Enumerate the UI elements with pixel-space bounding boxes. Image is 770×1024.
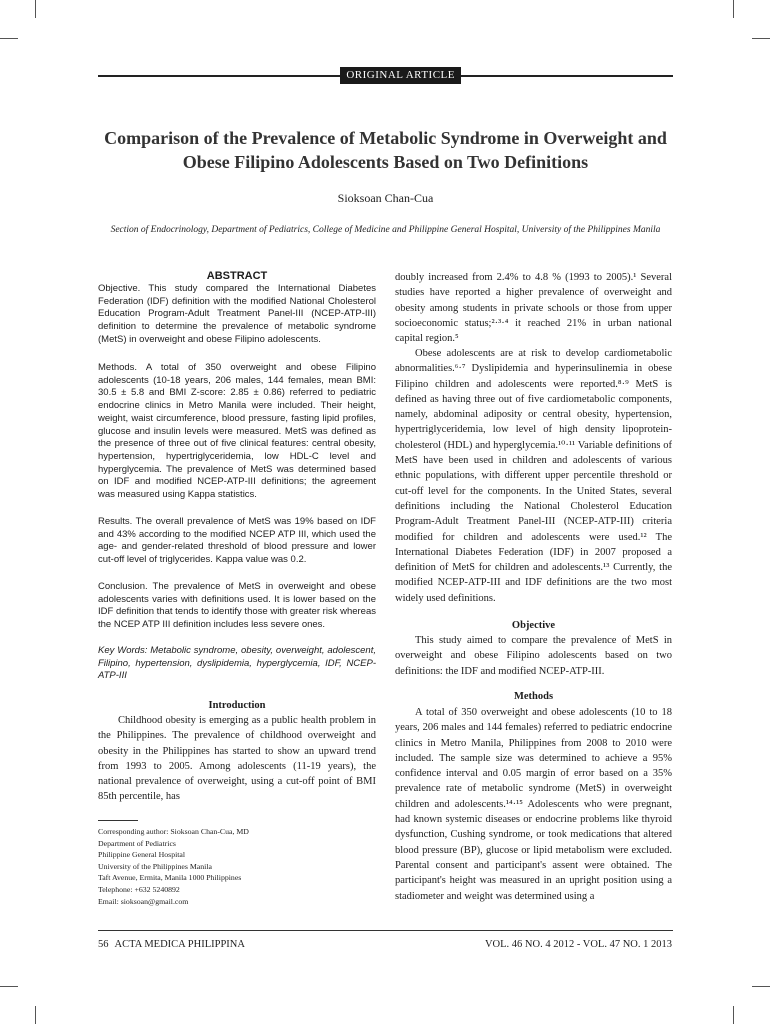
crop-mark-bottom-left: [35, 1006, 36, 1024]
objective-heading: Objective: [511, 620, 556, 631]
author-affiliation: Section of Endocrinology, Department of Pediatrics, College of Medicine and Philippine General Hospital, University of the Philippines Manila: [110, 225, 661, 235]
section-banner: [98, 66, 673, 84]
footnote-rule: [98, 820, 138, 821]
introduction-paragraph: Childhood obesity is emerging as a public health problem in the Philippines. The prevalence of childhood overweight and obesity in the Philippines has started to show an upward trend from 1993 to 2005. Among adolescents (11-19 years), the national prevalence of overweight, using a cut-off point of BMI 85th percentile, has: [98, 715, 376, 803]
crop-mark-left-lower: [0, 986, 18, 987]
section-label: ORIGINAL ARTICLE: [340, 67, 461, 84]
methods-heading: Methods: [513, 691, 554, 702]
author-name: Sioksoan Chan-Cua: [337, 191, 434, 205]
introduction-heading: Introduction: [208, 700, 266, 711]
correspondence-line: University of the Philippines Manila: [98, 861, 212, 871]
abstract-methods: Methods. A total of 350 overweight and obese Filipino adolescents (10-18 years, 206 males, 144 females, mean BMI: 30.5 ± 5.8 and BMI Z-score: 2.85 ± 0.86) referred to pediatric endocrine clinics in Metro Manila were included. Their height, weight, waist circumference, blood pressure, fasting lipid profiles, glucose and insulin levels were measured. MetS was defined as the presence of three out of five clinical features: central obesity, hypertension, hypertriglyceridemia, low HDL-C level and hyperglycemia. The prevalence of MetS was determined based on IDF and modified NCEP-ATP-III definitions; the agreement was measured using Kappa statistics.: [98, 362, 376, 501]
correspondence-line: Corresponding author: Sioksoan Chan-Cua, MD: [98, 827, 249, 836]
crop-mark-top-left: [35, 0, 36, 18]
intro-cardiometabolic-paragraph: Obese adolescents are at risk to develop cardiometabolic abnormalities.⁶·⁷ Dyslipidemia and hyperinsulinemia in obese Filipino children and adolescents were reported.⁸·⁹ MetS is defined as having three out of five cardiometabolic components, namely, abdominal adiposity or central obesity, hypertension, hypertriglyceridemia, low level of high density lipoprotein-cholesterol (HDL) and hyperglycemia.¹⁰·¹¹ Variable definitions of MetS have been used in children and adolescents of various ethnic populations, with different upper percentile threshold or cut-off level for the components. In the United States, several definitions including the National Cholesterol Education Program-Adult Treatment Panel-III (NCEP-ATP-III) criteria modified for children and adolescents were used.¹² The International Diabetes Federation (IDF) in 2007 proposed a definition of MetS for children and adolescents.¹³ Currently, the modified NCEP-ATP-III and IDF definitions are the two most widely used definitions.: [395, 348, 672, 604]
abstract-heading: ABSTRACT: [206, 270, 268, 282]
intro-continued-paragraph: doubly increased from 2.4% to 4.8 % (1993 to 2005).¹ Several studies have reported a higher prevalence of overweight and obesity among students in private schools or those from upper socioeconomic status;²·³·⁴ it reached 21% in urban national capital region.⁵: [395, 272, 672, 345]
footer-left: [98, 939, 245, 950]
page-number: 56: [98, 939, 109, 950]
correspondence-line: Taft Avenue, Ermita, Manila 1000 Philippines: [98, 873, 242, 883]
crop-mark-left-upper: [0, 38, 18, 39]
correspondence-line: Philippine General Hospital: [98, 850, 186, 860]
crop-mark-right-upper: [752, 38, 770, 39]
journal-name: ACTA MEDICA PHILIPPINA: [114, 939, 245, 950]
title-line-2: Obese Filipino Adolescents Based on Two Definitions: [182, 152, 589, 172]
article-title: [98, 126, 673, 174]
abstract-objective: Objective. This study compared the International Diabetes Federation (IDF) definition with the modified National Cholesterol Education Program-Adult Treatment Panel-III (NCEP-ATP-III) definition to determine the prevalence of metabolic syndrome (MetS) in overweight and obese Filipino adolescents.: [98, 283, 376, 345]
correspondence-email[interactable]: Email: sioksoan@gmail.com: [98, 896, 189, 906]
objective-paragraph: This study aimed to compare the prevalence of MetS in overweight and obese Filipino adolescents based on two definitions: the IDF and modified NCEP-ATP-III.: [395, 635, 672, 677]
crop-mark-right-lower: [752, 986, 770, 987]
footer-volume: VOL. 46 NO. 4 2012 - VOL. 47 NO. 1 2013: [484, 939, 672, 950]
correspondence-footnote: [98, 826, 376, 907]
abstract-keywords: Key Words: Metabolic syndrome, obesity, overweight, adolescent, Filipino, hypertension, dyslipidemia, hyperglycemia, IDF, NCEP-ATP-III: [98, 645, 376, 682]
abstract-conclusion: Conclusion. The prevalence of MetS in overweight and obese adolescents varies with definitions used. It is lower based on the IDF definition that tends to identify those with greater risk whereas the NCEP ATP III definition includes less severe ones.: [98, 581, 376, 631]
crop-mark-bottom-right: [733, 1006, 734, 1024]
footer-rule: [98, 930, 673, 931]
title-line-1: Comparison of the Prevalence of Metabolic Syndrome in Overweight and: [104, 128, 667, 148]
correspondence-line: Department of Pediatrics: [98, 838, 176, 848]
abstract-results: Results. The overall prevalence of MetS was 19% based on IDF and 43% according to the modified NCEP ATP III, which used the age- and gender-related threshold of blood pressure and lower cut-off level of triglycerides. Kappa value was 0.2.: [98, 516, 376, 566]
methods-paragraph: A total of 350 overweight and obese adolescents (10 to 18 years, 206 males and 144 females) referred to pediatric endocrine clinics in Metro Manila, Philippines from 2008 to 2010 were included. The sample size was determined to achieve a 95% confidence interval and 0.05 margin of error based on a 35% prevalence rate of metabolic syndrome (MetS) in overweight children and adolescents.¹⁴·¹⁵ Adolescents who were pregnant, had known systemic diseases or endocrine problems like thyroid dysfunction, Cushing syndrome, or took medications that altered blood pressure (BP), glucose or lipid metabolism were excluded. Parental consent and participant's assent were obtained. The participant's height was measured in an upright position using a stadiometer and weight was determined using a: [395, 707, 672, 902]
correspondence-line: Telephone: +632 5240892: [98, 884, 180, 894]
crop-mark-top-right: [733, 0, 734, 18]
